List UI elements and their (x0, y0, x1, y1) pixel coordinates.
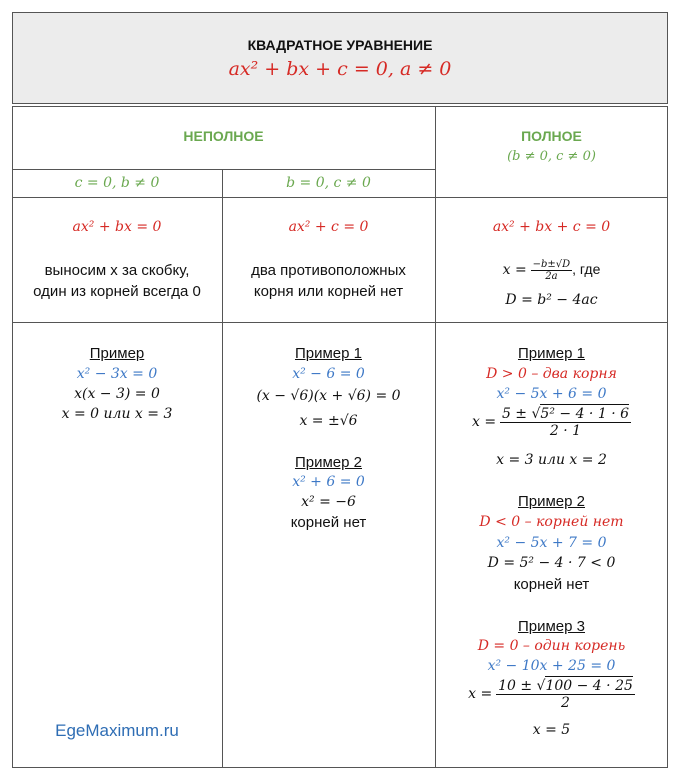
col2-example1-answer: x = ±√6 (299, 413, 358, 429)
col3-example2-label: Пример 2 (517, 493, 585, 510)
col1-example-answer: x = 0 или x = 3 (61, 406, 173, 422)
col3-root-formula (435, 259, 668, 282)
col3-example1-eq: x² − 5x + 6 = 0 (496, 386, 607, 402)
col2-example1-label: Пример 1 (294, 345, 362, 362)
col2-example1-eq: x² − 6 = 0 (292, 366, 365, 382)
header-formula: ax² + bx + c = 0, a ≠ 0 (228, 58, 452, 80)
col1-example-label: Пример (89, 345, 145, 362)
example3-denominator: 2 (561, 695, 570, 711)
example3-numerator: 10 ± √100 − 4 · 25 (498, 678, 633, 694)
complete-label: ПОЛНОЕ (521, 128, 582, 144)
col3-example1-label: Пример 1 (517, 345, 585, 362)
col3-example2-cond: D < 0 – корней нет (479, 514, 624, 530)
complete-condition: (b ≠ 0, c ≠ 0) (507, 149, 596, 164)
col1-desc-line2: один из корней всегда 0 (33, 283, 201, 300)
col3-example3-answer: x = 5 (532, 722, 571, 738)
incomplete-case2: b = 0, c ≠ 0 (286, 175, 371, 191)
root-denominator: 2a (545, 271, 558, 282)
col3-example2-answer: корней нет (513, 576, 590, 593)
col1-example-eq: x² − 3x = 0 (76, 366, 158, 382)
col2-example2-step: x² = −6 (301, 494, 356, 510)
example3-x-prefix: x = (468, 686, 493, 703)
incomplete-case1: c = 0, b ≠ 0 (74, 175, 160, 191)
incomplete-label: НЕПОЛНОЕ (183, 128, 264, 144)
example1-fraction (500, 406, 631, 439)
root-suffix: , где (572, 261, 601, 278)
col2-desc-line1: два противоположных (251, 262, 406, 279)
col3-example2-step: D = 5² − 4 · 7 < 0 (487, 555, 616, 571)
discriminant-formula: D = b² − 4ac (505, 292, 598, 308)
col2-equation: ax² + c = 0 (288, 219, 369, 235)
col3-example3-cond: D = 0 – один корень (477, 638, 626, 654)
example3-fraction (496, 678, 635, 711)
col2-example1-step: (x − √6)(x + √6) = 0 (256, 388, 401, 404)
root-fraction (531, 259, 573, 282)
col1-equation: ax² + bx = 0 (72, 219, 162, 235)
col1-desc-line1: выносим x за скобку, (44, 262, 190, 279)
col3-example2-eq: x² − 5x + 7 = 0 (496, 535, 607, 551)
root-numerator: −b±√D (532, 259, 571, 270)
site-link[interactable]: EgeMaximum.ru (55, 721, 179, 740)
example1-x-prefix: x = (471, 414, 497, 431)
example1-denominator: 2 · 1 (549, 423, 582, 439)
page-title: КВАДРАТНОЕ УРАВНЕНИЕ (247, 37, 433, 53)
col3-example1-cond: D > 0 – два корня (486, 366, 617, 382)
col1-example-step: x(x − 3) = 0 (74, 386, 160, 402)
root-prefix: x = (502, 262, 527, 279)
col3-example1-formula (435, 406, 668, 439)
col3-example1-answer: x = 3 или x = 2 (496, 452, 607, 468)
example1-numerator: 5 ± √5² − 4 · 1 · 6 (501, 406, 629, 422)
col3-example3-label: Пример 3 (517, 618, 585, 635)
col3-equation: ax² + bx + c = 0 (492, 219, 611, 235)
col2-example2-answer: корней нет (290, 514, 367, 531)
col2-example2-label: Пример 2 (294, 454, 362, 471)
col3-example3-formula (435, 678, 668, 711)
col2-desc-line2: корня или корней нет (253, 283, 404, 300)
col3-example3-eq: x² − 10x + 25 = 0 (487, 658, 616, 674)
col2-example2-eq: x² + 6 = 0 (292, 474, 365, 490)
